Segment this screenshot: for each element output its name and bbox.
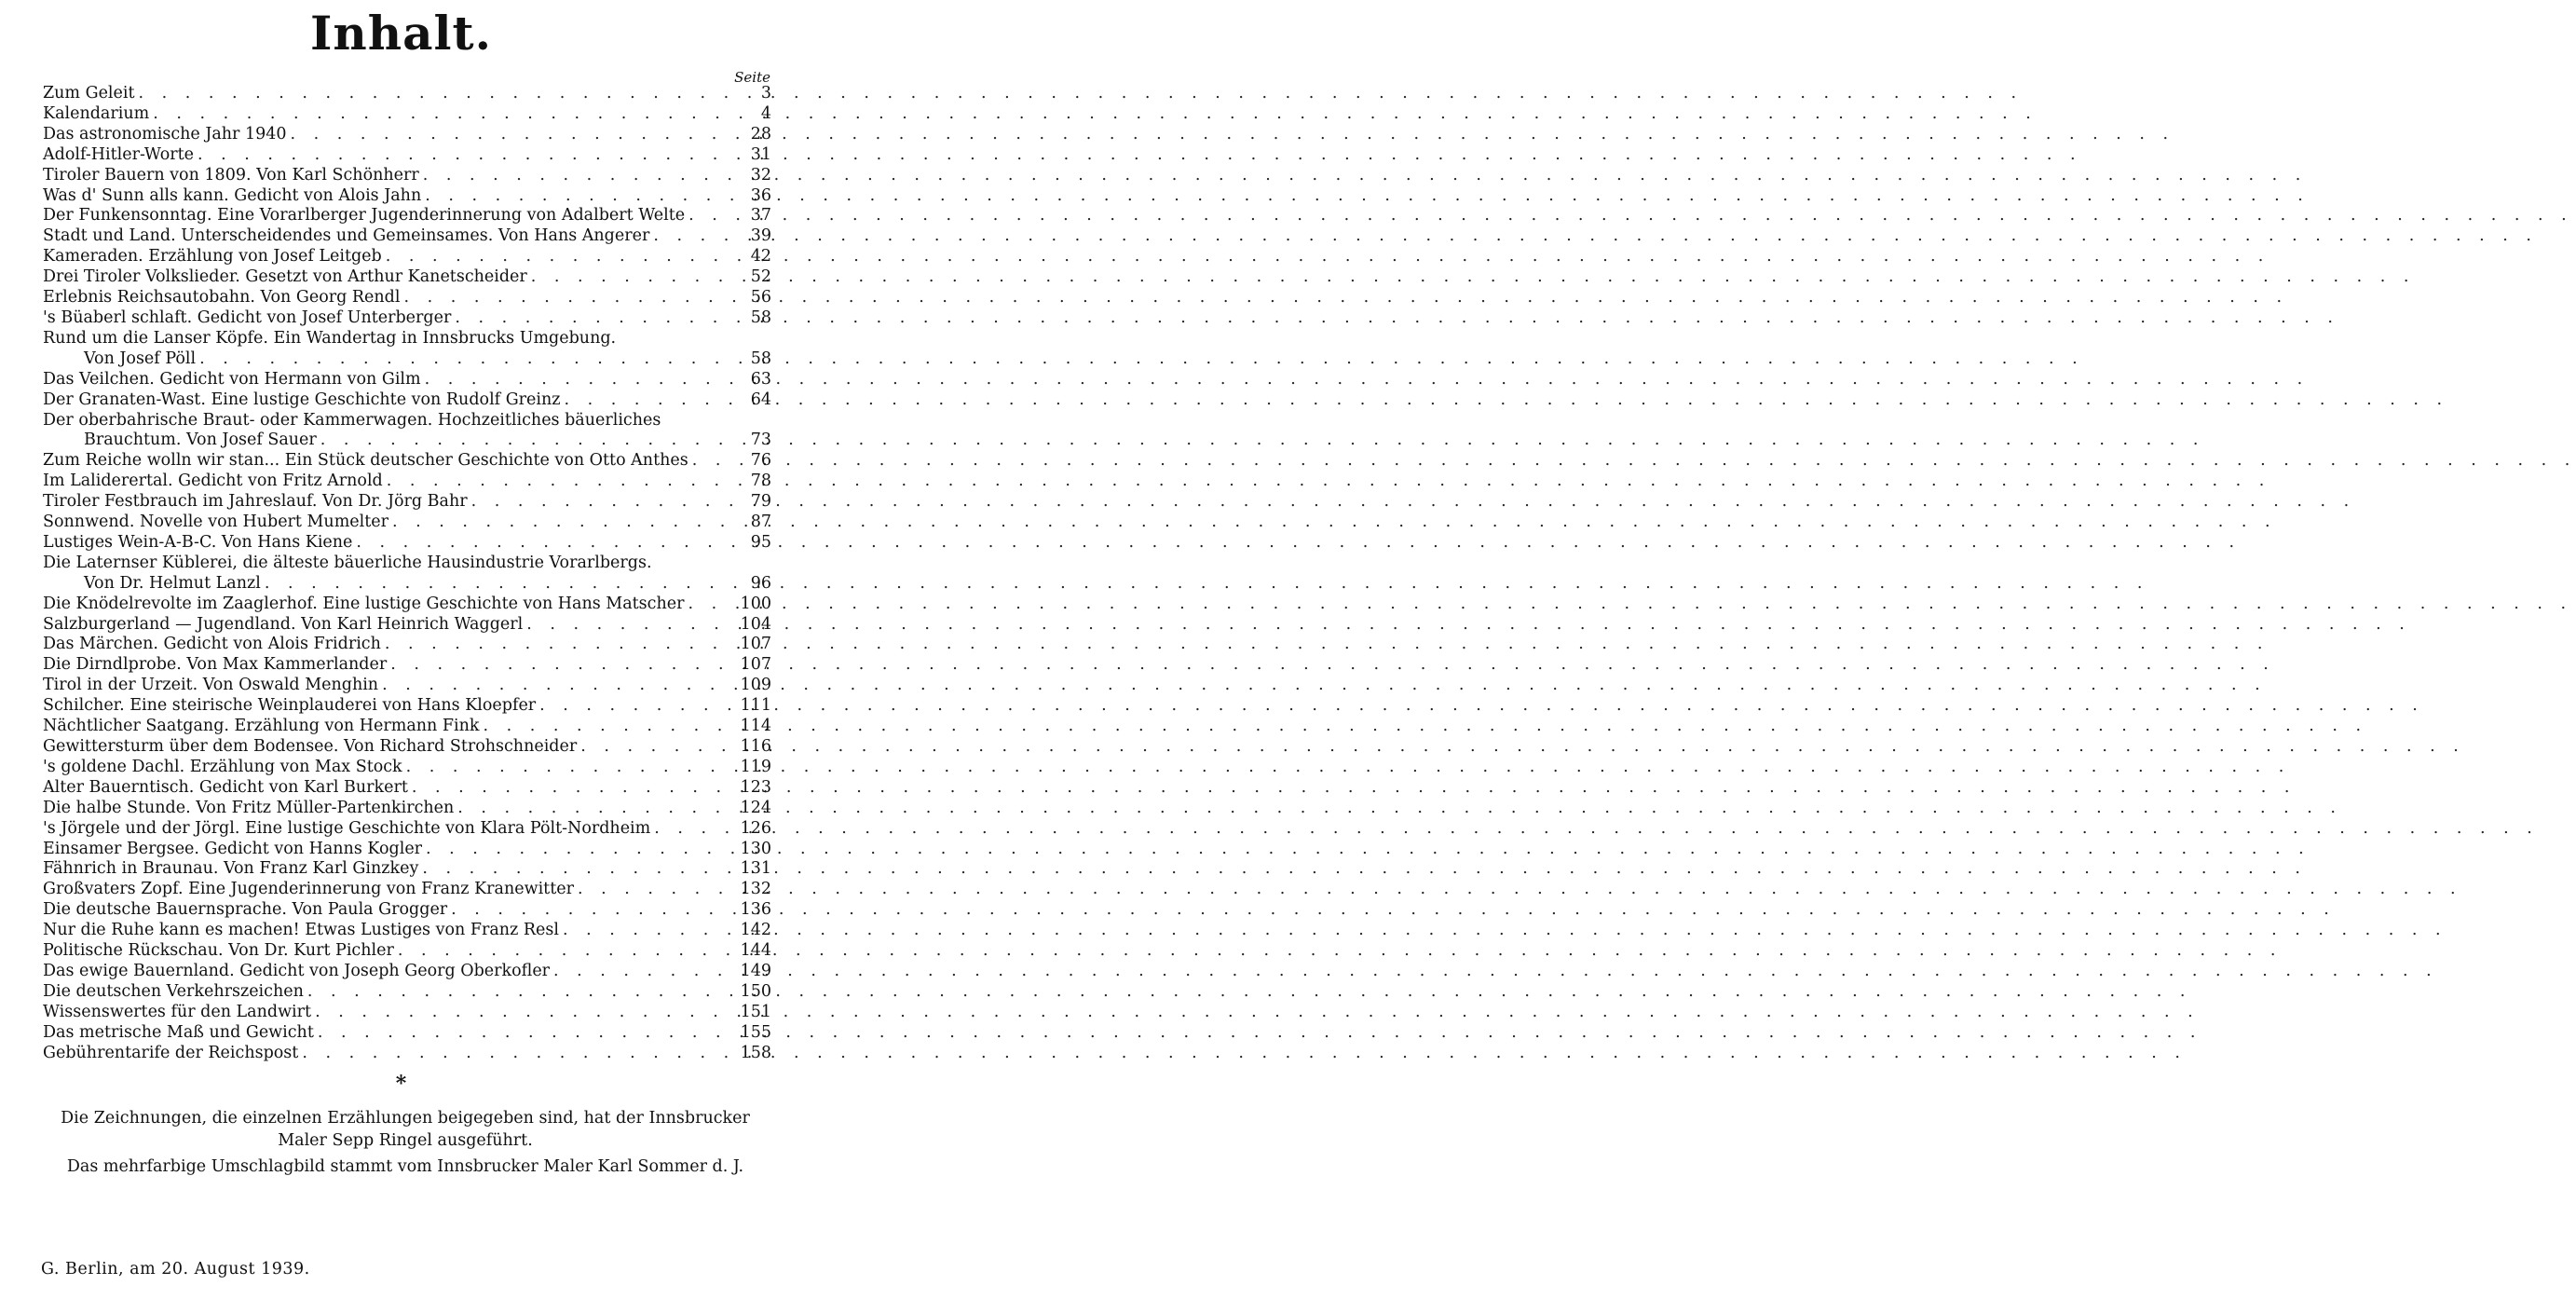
toc-entry — [43, 308, 771, 329]
toc-page-number: 78 — [750, 472, 771, 491]
toc-entry — [43, 472, 771, 492]
toc-entry-title: Erlebnis Reichsautobahn. Von Georg Rendl — [43, 288, 401, 308]
dot-leader — [653, 226, 738, 247]
toc-entry-title: Die halbe Stunde. Von Fritz Müller-Partenkirchen — [43, 798, 455, 817]
toc-entry-title-continuation: Von Dr. Helmut Lanzl — [84, 573, 261, 593]
toc-entry-title: Im Laliderertal. Gedicht von Fritz Arnold — [43, 472, 383, 491]
toc-entry-title: Die deutsche Bauernsprache. Von Paula Grogger — [43, 900, 448, 920]
toc-entry-title: Tirol in der Urzeit. Von Oswald Menghin — [43, 676, 379, 695]
toc-entry-title: Gebührentarife der Reichspost — [43, 1043, 299, 1062]
dot-leader — [565, 390, 739, 411]
toc-page-number: 79 — [750, 492, 771, 512]
dot-leader — [692, 451, 738, 472]
toc-entry-title: Zum Reiche wolln wir stan... Ein Stück deutscher Geschichte von Otto Anthes — [43, 451, 688, 471]
dot-leader — [139, 84, 738, 104]
dot-leader — [426, 840, 735, 860]
dot-leader — [471, 492, 738, 513]
toc-entry — [43, 104, 771, 125]
toc-entry — [43, 390, 771, 411]
dot-leader — [302, 1044, 734, 1064]
toc-page-number: 131 — [740, 859, 771, 879]
toc-entry — [43, 859, 771, 880]
toc-entry — [43, 166, 771, 186]
toc-entry-title: Was d' Sunn alls kann. Gedicht von Alois Jahn — [43, 185, 422, 205]
toc-page-number: 126 — [740, 818, 771, 838]
toc-page-number: 39 — [750, 226, 771, 246]
toc-entry — [43, 655, 771, 676]
toc-entry-title: Das Veilchen. Gedicht von Hermann von Gilm — [43, 369, 421, 389]
cover-credit: Das mehrfarbige Umschlagbild stammt vom Innsbrucker Maler Karl Sommer d. J. — [66, 1157, 744, 1176]
toc-entry-title: Schilcher. Eine steirische Weinplauderei von Hans Kloepfer — [43, 696, 537, 716]
toc-entry — [43, 778, 771, 799]
dot-leader — [356, 533, 738, 554]
dot-leader — [451, 900, 734, 921]
toc-entry-title: Nur die Ruhe kann es machen! Etwas Lustiges von Franz Resl — [43, 921, 559, 940]
toc-entry — [43, 635, 771, 655]
toc-entry — [43, 900, 771, 921]
toc-entry — [43, 492, 771, 513]
toc-entry — [43, 676, 771, 696]
table-of-contents — [43, 84, 771, 1064]
toc-page-number: 142 — [740, 921, 771, 940]
toc-page-number: 52 — [750, 267, 771, 287]
toc-page-number: 109 — [740, 676, 771, 695]
section-separator: * — [395, 1072, 407, 1096]
toc-entry — [43, 411, 771, 452]
toc-entry-title: Die Knödelrevolte im Zaaglerhof. Eine lustige Geschichte von Hans Matscher — [43, 594, 685, 613]
dot-leader — [265, 574, 738, 595]
dot-leader — [423, 166, 738, 186]
toc-entry — [43, 595, 771, 615]
toc-page-number: 144 — [740, 941, 771, 961]
dot-leader — [422, 859, 734, 880]
toc-entry-title: Nächtlicher Saatgang. Erzählung von Hermann Fink — [43, 717, 480, 736]
toc-entry-title: Politische Rückschau. Von Dr. Kurt Pichler — [43, 941, 394, 961]
dot-leader — [390, 655, 734, 676]
toc-entry-title: 's Büaberl schlaft. Gedicht von Josef Unterberger — [43, 308, 452, 327]
toc-entry — [43, 554, 771, 595]
toc-page-number: 158 — [740, 1043, 771, 1062]
toc-entry — [43, 329, 771, 370]
toc-entry — [43, 1023, 771, 1044]
page-title: Inhalt. — [310, 6, 492, 61]
toc-entry-title: Lustiges Wein-A-B-C. Von Hans Kiene — [43, 532, 353, 552]
toc-entry — [43, 737, 771, 758]
illustration-credit: Die Zeichnungen, die einzelnen Erzählungen beigegeben sind, hat der Innsbrucker Maler Sepp Ringel ausgeführt. — [61, 1109, 750, 1150]
dot-leader — [386, 247, 738, 267]
dot-leader — [307, 982, 735, 1003]
toc-entry — [43, 247, 771, 267]
dot-leader — [392, 513, 738, 533]
dot-leader — [563, 921, 735, 941]
toc-page-number: 123 — [740, 777, 771, 797]
toc-entry-title: Der Funkensonntag. Eine Vorarlberger Jugenderinnerung von Adalbert Welte — [43, 206, 686, 226]
toc-entry — [43, 982, 771, 1003]
toc-page-number: 63 — [750, 369, 771, 389]
toc-entry-title-continuation: Von Josef Pöll — [84, 349, 197, 368]
toc-page-number: 96 — [750, 573, 771, 593]
toc-page-number: 104 — [740, 614, 771, 634]
toc-entry-title: Zum Geleit — [43, 84, 135, 103]
toc-entry-title: Fähnrich in Braunau. Von Franz Karl Ginzkey — [43, 859, 419, 879]
toc-entry — [43, 819, 771, 840]
toc-entry-title: Die deutschen Verkehrszeichen — [43, 981, 304, 1001]
page-column-header: Seite — [734, 69, 770, 86]
dot-leader — [553, 962, 735, 982]
toc-page-number: 130 — [740, 839, 771, 858]
toc-page-number: 36 — [750, 185, 771, 205]
toc-entry — [43, 696, 771, 717]
toc-entry-title: Das metrische Maß und Gewicht — [43, 1022, 314, 1042]
dot-leader — [398, 941, 735, 962]
toc-entry — [43, 84, 771, 104]
toc-entry-title: Das astronomische Jahr 1940 — [43, 124, 287, 144]
toc-entry-title: 's Jörgele und der Jörgl. Eine lustige Geschichte von Klara Pölt-Nordheim — [43, 818, 651, 838]
toc-entry — [43, 880, 771, 900]
toc-entry-title: Kameraden. Erzählung von Josef Leitgeb — [43, 247, 382, 267]
toc-entry — [43, 513, 771, 533]
toc-entry — [43, 941, 771, 962]
toc-page-number: 42 — [750, 247, 771, 267]
toc-entry — [43, 799, 771, 819]
toc-entry — [43, 226, 771, 247]
dot-leader — [531, 267, 738, 288]
dot-leader — [425, 370, 738, 390]
toc-entry — [43, 186, 771, 207]
dot-leader — [526, 615, 734, 636]
toc-entry-title: Stadt und Land. Unterscheidendes und Gemeinsames. Von Hans Angerer — [43, 226, 650, 246]
toc-page-number: 107 — [740, 635, 771, 654]
toc-page-number: 56 — [750, 288, 771, 308]
toc-entry-title: Wissenswertes für den Landwirt — [43, 1002, 312, 1021]
dot-leader — [412, 778, 735, 799]
toc-entry — [43, 921, 771, 941]
dot-leader — [580, 737, 734, 758]
dot-leader — [291, 125, 738, 145]
toc-page-number: 28 — [750, 124, 771, 144]
toc-entry — [43, 145, 771, 166]
toc-page-number: 87 — [750, 513, 771, 532]
dot-leader — [457, 799, 734, 819]
toc-entry-title: Der Granaten-Wast. Eine lustige Geschichte von Rudolf Greinz — [43, 390, 561, 409]
dot-leader — [382, 676, 735, 696]
toc-entry-title-continuation: Brauchtum. Von Josef Sauer — [84, 431, 317, 450]
dot-leader — [385, 635, 735, 655]
toc-page-number: 64 — [750, 390, 771, 409]
dot-leader — [654, 819, 734, 840]
toc-entry-title: 's goldene Dachl. Erzählung von Max Stock — [43, 757, 402, 776]
toc-page-number: 132 — [740, 880, 771, 899]
toc-entry-title: Sonnwend. Novelle von Hubert Mumelter — [43, 513, 389, 532]
toc-entry-title: Drei Tiroler Volkslieder. Gesetzt von Arthur Kanetscheider — [43, 267, 527, 287]
toc-entry-title: Gewittersturm über dem Bodensee. Von Richard Strohschneider — [43, 737, 578, 756]
toc-page-number: 95 — [750, 532, 771, 552]
toc-entry-title: Kalendarium — [43, 103, 150, 123]
toc-entry-title: Der oberbahrische Braut- oder Kammerwagen. Hochzeitliches bäuerliches — [43, 410, 661, 430]
dot-leader — [483, 717, 734, 737]
dot-leader — [199, 349, 738, 370]
toc-entry — [43, 206, 771, 226]
toc-entry — [43, 125, 771, 145]
toc-page-number: 100 — [740, 594, 771, 613]
toc-page-number: 73 — [750, 431, 771, 450]
toc-page-number: 114 — [740, 717, 771, 736]
toc-entry — [43, 533, 771, 554]
toc-entry — [43, 267, 771, 288]
toc-page-number: 111 — [740, 696, 771, 716]
toc-entry — [43, 840, 771, 860]
dot-leader — [315, 1003, 735, 1023]
dot-leader — [455, 308, 738, 329]
toc-page-number: 155 — [740, 1022, 771, 1042]
toc-entry-title: Salzburgerland — Jugendland. Von Karl Heinrich Waggerl — [43, 614, 524, 634]
toc-page-number: 58 — [750, 308, 771, 327]
toc-page-number: 31 — [750, 144, 771, 164]
dot-leader — [320, 431, 738, 451]
toc-page-number: 32 — [750, 165, 771, 185]
dot-leader — [406, 758, 735, 778]
toc-entry-title: Die Laternser Küblerei, die älteste bäuerliche Hausindustrie Vorarlbergs. — [43, 553, 652, 572]
dot-leader — [425, 186, 738, 207]
toc-page-number: 58 — [750, 349, 771, 368]
toc-entry-title: Die Dirndlprobe. Von Max Kammerlander — [43, 655, 388, 675]
toc-entry — [43, 288, 771, 308]
dot-leader — [688, 595, 734, 615]
toc-entry-title: Tiroler Festbrauch im Jahreslauf. Von Dr. Jörg Bahr — [43, 492, 468, 512]
toc-entry — [43, 615, 771, 636]
dot-leader — [153, 104, 738, 125]
toc-entry — [43, 962, 771, 982]
toc-entry-title: Großvaters Zopf. Eine Jugenderinnerung von Franz Kranewitter — [43, 880, 574, 899]
toc-entry-title: Das Märchen. Gedicht von Alois Fridrich — [43, 635, 381, 654]
toc-page-number: 3 — [760, 84, 771, 103]
dot-leader — [318, 1023, 735, 1044]
toc-page-number: 136 — [740, 900, 771, 920]
toc-page-number: 149 — [740, 961, 771, 980]
toc-entry — [43, 717, 771, 737]
toc-entry-title: Alter Bauerntisch. Gedicht von Karl Burkert — [43, 777, 408, 797]
toc-page-number: 37 — [750, 206, 771, 226]
toc-entry — [43, 758, 771, 778]
dot-leader — [387, 472, 738, 492]
dot-leader — [578, 880, 735, 900]
toc-entry — [43, 451, 771, 472]
toc-page-number: 119 — [740, 757, 771, 776]
toc-page-number: 150 — [740, 981, 771, 1001]
toc-page-number: 107 — [740, 655, 771, 675]
dot-leader — [403, 288, 738, 308]
toc-entry-title: Einsamer Bergsee. Gedicht von Hanns Kogler — [43, 839, 423, 858]
toc-entry-title: Rund um die Lanser Köpfe. Ein Wandertag in Innsbrucks Umgebung. — [43, 328, 617, 348]
toc-entry-title: Tiroler Bauern von 1809. Von Karl Schönherr — [43, 165, 419, 185]
toc-page-number: 151 — [740, 1002, 771, 1021]
toc-entry — [43, 1003, 771, 1023]
toc-page-number: 116 — [740, 737, 771, 756]
toc-entry — [43, 370, 771, 390]
dot-leader — [688, 206, 738, 226]
toc-page-number: 124 — [740, 798, 771, 817]
dot-leader — [198, 145, 738, 166]
toc-entry-title: Das ewige Bauernland. Gedicht von Joseph Georg Oberkofler — [43, 961, 551, 980]
toc-entry-title: Adolf-Hitler-Worte — [43, 144, 194, 164]
toc-page-number: 76 — [750, 451, 771, 471]
toc-entry — [43, 1044, 771, 1064]
toc-page-number: 4 — [760, 103, 771, 123]
dot-leader — [539, 696, 734, 717]
publisher-dateline: G. Berlin, am 20. August 1939. — [41, 1260, 310, 1278]
